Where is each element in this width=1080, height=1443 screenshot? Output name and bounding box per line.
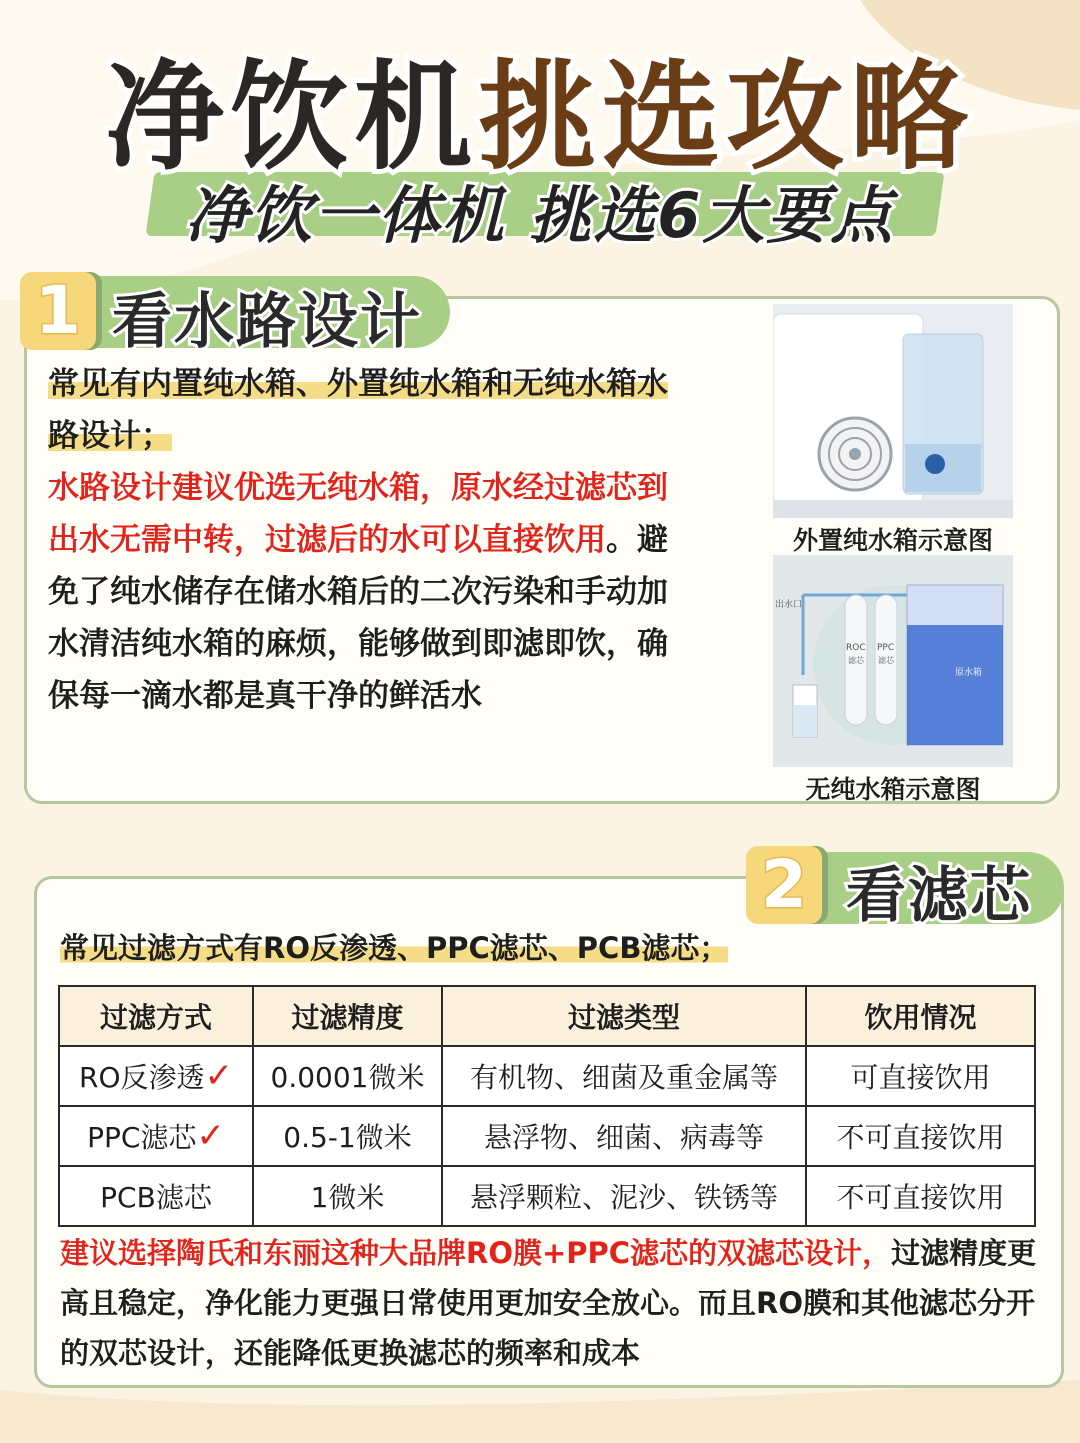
roc-label: ROC [846, 643, 866, 653]
table-row [59, 1106, 1035, 1166]
cell-method: PPC滤芯✓ [59, 1106, 253, 1166]
section1-highlight: 常见有内置纯水箱、外置纯水箱和无纯水箱水路设计； [48, 366, 668, 454]
external-tank-image [773, 304, 1013, 518]
title-part1: 净饮机 [105, 48, 478, 186]
cell-precision: 0.0001微米 [253, 1046, 442, 1106]
no-tank-diagram [773, 555, 1013, 767]
header-method: 过滤方式 [59, 986, 253, 1046]
table-header-row [59, 986, 1035, 1046]
section1-body-text: 。避免了纯水储存在储水箱后的二次污染和手动加水清洁纯水箱的麻烦，能够做到即滤即饮，确保每一滴水都是真干净的鲜活水 [48, 522, 668, 714]
section2-intro [60, 922, 1040, 974]
section2-body-text: 过滤精度更高且稳定，净化能力更强日常使用更加安全放心。而且RO膜和其他滤芯分开的双芯设计，还能降低更换滤芯的频率和成本 [60, 1236, 1037, 1370]
cell-drink: 不可直接饮用 [806, 1106, 1035, 1166]
cell-precision: 0.5-1微米 [253, 1106, 442, 1166]
external-tank-caption: 外置纯水箱示意图 [792, 526, 993, 555]
ppc-label: PPC [877, 643, 895, 653]
cell-precision: 1微米 [253, 1166, 442, 1226]
section2-highlight: 常见过滤方式有RO反渗透、PPC滤芯、PCB滤芯； [60, 931, 729, 965]
check-icon: ✓ [196, 1116, 225, 1156]
cell-type: 悬浮颗粒、泥沙、铁锈等 [442, 1166, 806, 1226]
ppc-sub-label: 滤芯 [878, 656, 894, 665]
table-row [59, 1046, 1035, 1106]
outlet-label: 出水口 [775, 600, 803, 610]
title-part2: 挑选攻略 [478, 48, 975, 186]
section2-heading: 看滤芯 [846, 861, 1032, 931]
tank-label: 原水箱 [955, 668, 983, 678]
section2-number-badge: 2 [746, 846, 822, 924]
roc-sub-label: 滤芯 [848, 656, 864, 665]
water-dispenser-illustration [773, 304, 1013, 518]
filter-comparison-table [58, 985, 1036, 1227]
cell-type: 有机物、细菌及重金属等 [442, 1046, 806, 1106]
check-icon: ✓ [204, 1056, 233, 1096]
header-drink: 饮用情况 [806, 986, 1035, 1046]
section2-recommendation [60, 1228, 1045, 1378]
cell-method: RO反渗透✓ [59, 1046, 253, 1106]
cell-method: PCB滤芯 [59, 1166, 253, 1226]
section1-red-text: 水路设计建议优选无纯水箱，原水经过滤芯到出水无需中转，过滤后的水可以直接饮用 [48, 470, 668, 558]
section1-text [48, 358, 698, 722]
cell-drink: 可直接饮用 [806, 1046, 1035, 1106]
header-precision: 过滤精度 [253, 986, 442, 1046]
no-tank-caption: 无纯水箱示意图 [805, 775, 981, 804]
section1-number-badge: 1 [20, 272, 96, 350]
section1-heading: 看水路设计 [112, 287, 422, 357]
page-subtitle: 净饮一体机 挑选6大要点 [185, 179, 895, 252]
table-row [59, 1166, 1035, 1226]
cell-type: 悬浮物、细菌、病毒等 [442, 1106, 806, 1166]
header-type: 过滤类型 [442, 986, 806, 1046]
section2-red-text: 建议选择陶氏和东丽这种大品牌RO膜+PPC滤芯的双滤芯设计， [60, 1236, 892, 1270]
cell-drink: 不可直接饮用 [806, 1166, 1035, 1226]
